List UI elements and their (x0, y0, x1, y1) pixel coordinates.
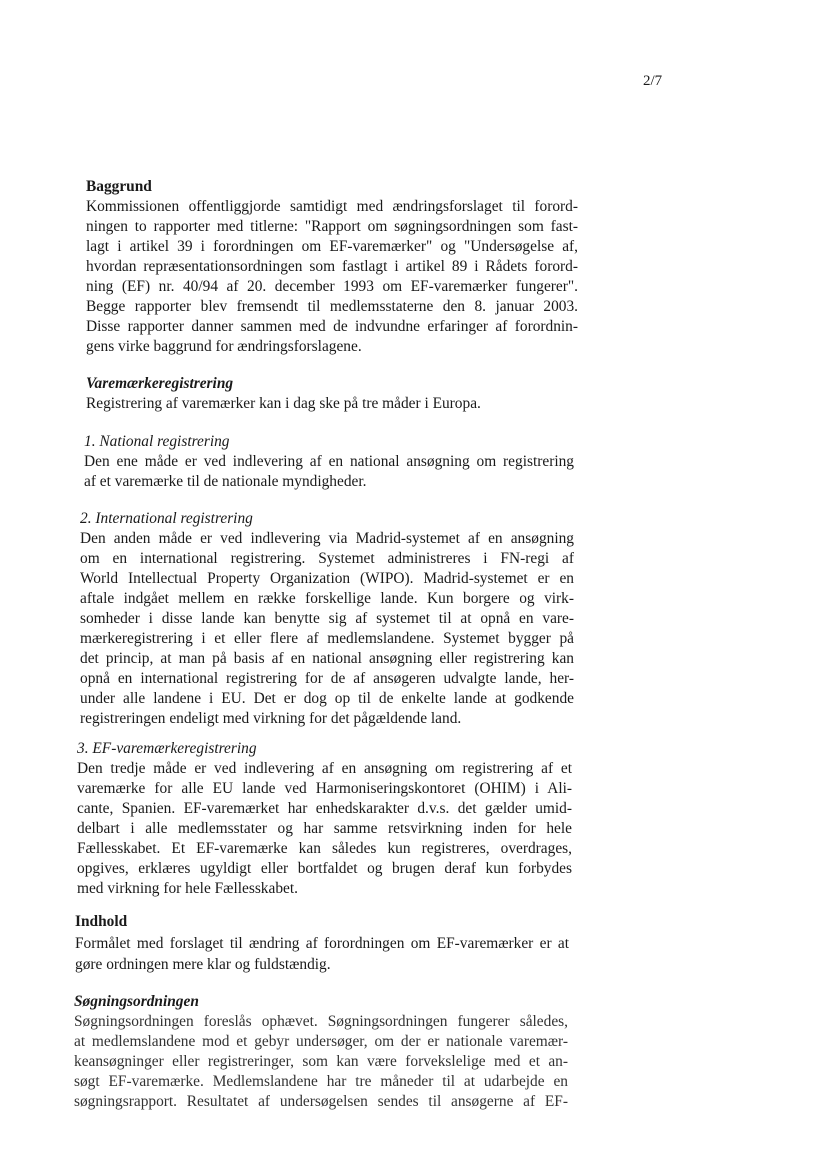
text-line: Kommissionen offentliggjorde samtidigt med ændringsforslaget til forord- (86, 198, 578, 215)
subsection-heading-national: 1. National registrering (84, 433, 230, 450)
text-line: Den anden måde er ved indlevering via Madrid-systemet af en ansøgning (80, 530, 574, 547)
section-heading-soegningsordningen: Søgningsordningen (74, 993, 199, 1010)
subsection-heading-ef: 3. EF-varemærkeregistrering (77, 740, 257, 757)
text-line: registreringen endeligt med virkning for det pågældende land. (80, 710, 462, 727)
text-line: gens virke baggrund for ændringsforslagene. (86, 338, 362, 355)
text-line: Fællesskabet. Et EF-varemærke kan således kun registreres, overdrages, (77, 840, 572, 857)
text-line: lagt i artikel 39 i forordningen om EF-varemærker" og "Undersøgelse af, (86, 238, 578, 255)
text-line: søgningsrapport. Resultatet af undersøgelsen sendes til ansøgerne af EF- (74, 1093, 568, 1110)
section-heading-baggrund: Baggrund (86, 178, 152, 195)
text-line: under alle landene i EU. Det er dog op til de enkelte lande at godkende (80, 690, 574, 707)
text-line: somheder i disse lande kan benytte sig af systemet til at opnå en vare- (80, 610, 574, 627)
text-line: ning (EF) nr. 40/94 af 20. december 1993 om EF-varemærker fungerer". (86, 278, 578, 295)
page-number: 2/7 (643, 73, 663, 89)
text-line: med virkning for hele Fællesskabet. (77, 880, 298, 897)
text-line: hvordan repræsentationsordningen som fastlagt i artikel 89 i Rådets forord- (86, 258, 578, 275)
text-line: Disse rapporter danner sammen med de indvundne erfaringer af forordnin- (86, 318, 578, 335)
text-line: Søgningsordningen foreslås ophævet. Søgningsordningen fungerer således, (74, 1013, 568, 1030)
text-line: varemærke for alle EU lande ved Harmoniseringskontoret (OHIM) i Ali- (77, 780, 572, 797)
section-heading-indhold: Indhold (75, 913, 128, 930)
text-line: mærkeregistrering i et eller flere af medlemslandene. Systemet bygger på (80, 630, 574, 647)
text-line: World Intellectual Property Organization (WIPO). Madrid-systemet er en (80, 570, 574, 587)
text-line: keansøgninger eller registreringer, som kan være forvekslelige med et an- (74, 1053, 568, 1070)
text-line: cante, Spanien. EF-varemærket har enhedskarakter d.v.s. det gælder umid- (77, 800, 572, 817)
text-line: Formålet med forslaget til ændring af forordningen om EF-varemærker er at (75, 935, 569, 952)
text-line: Begge rapporter blev fremsendt til medlemsstaterne den 8. januar 2003. (86, 298, 578, 315)
text-line: ningen to rapporter med titlerne: "Rapport om søgningsordningen som fast- (86, 218, 578, 235)
text-line: det princip, at man på basis af en national ansøgning eller registrering kan (80, 650, 574, 667)
text-line: gøre ordningen mere klar og fuldstændig. (75, 956, 331, 973)
text-line: Den ene måde er ved indlevering af en national ansøgning om registrering (84, 453, 574, 470)
text-line: af et varemærke til de nationale myndigheder. (84, 473, 367, 490)
text-line: at medlemslandene mod et gebyr undersøger, om der er nationale varemær- (74, 1033, 568, 1050)
text-line: Den tredje måde er ved indlevering af en ansøgning om registrering af et (77, 760, 572, 777)
text-line: søgt EF-varemærke. Medlemslandene har tre måneder til at udarbejde en (74, 1073, 568, 1090)
text-line: delbart i alle medlemsstater og har samme retsvirkning inden for hele (77, 820, 572, 837)
text-line: opnå en international registrering for de af ansøgeren udvalgte lande, her- (80, 670, 574, 687)
text-line: om en international registrering. Systemet administreres i FN-regi af (80, 550, 574, 567)
section-heading-varemaerkeregistrering: Varemærkeregistrering (86, 375, 234, 392)
subsection-heading-international: 2. International registrering (80, 510, 253, 527)
text-line: aftale indgået mellem en række forskellige lande. Kun borgere og virk- (80, 590, 574, 607)
text-line: opgives, erklæres ugyldigt eller bortfaldet og brugen deraf kun forbydes (77, 860, 572, 877)
text-line: Registrering af varemærker kan i dag ske på tre måder i Europa. (86, 395, 481, 412)
